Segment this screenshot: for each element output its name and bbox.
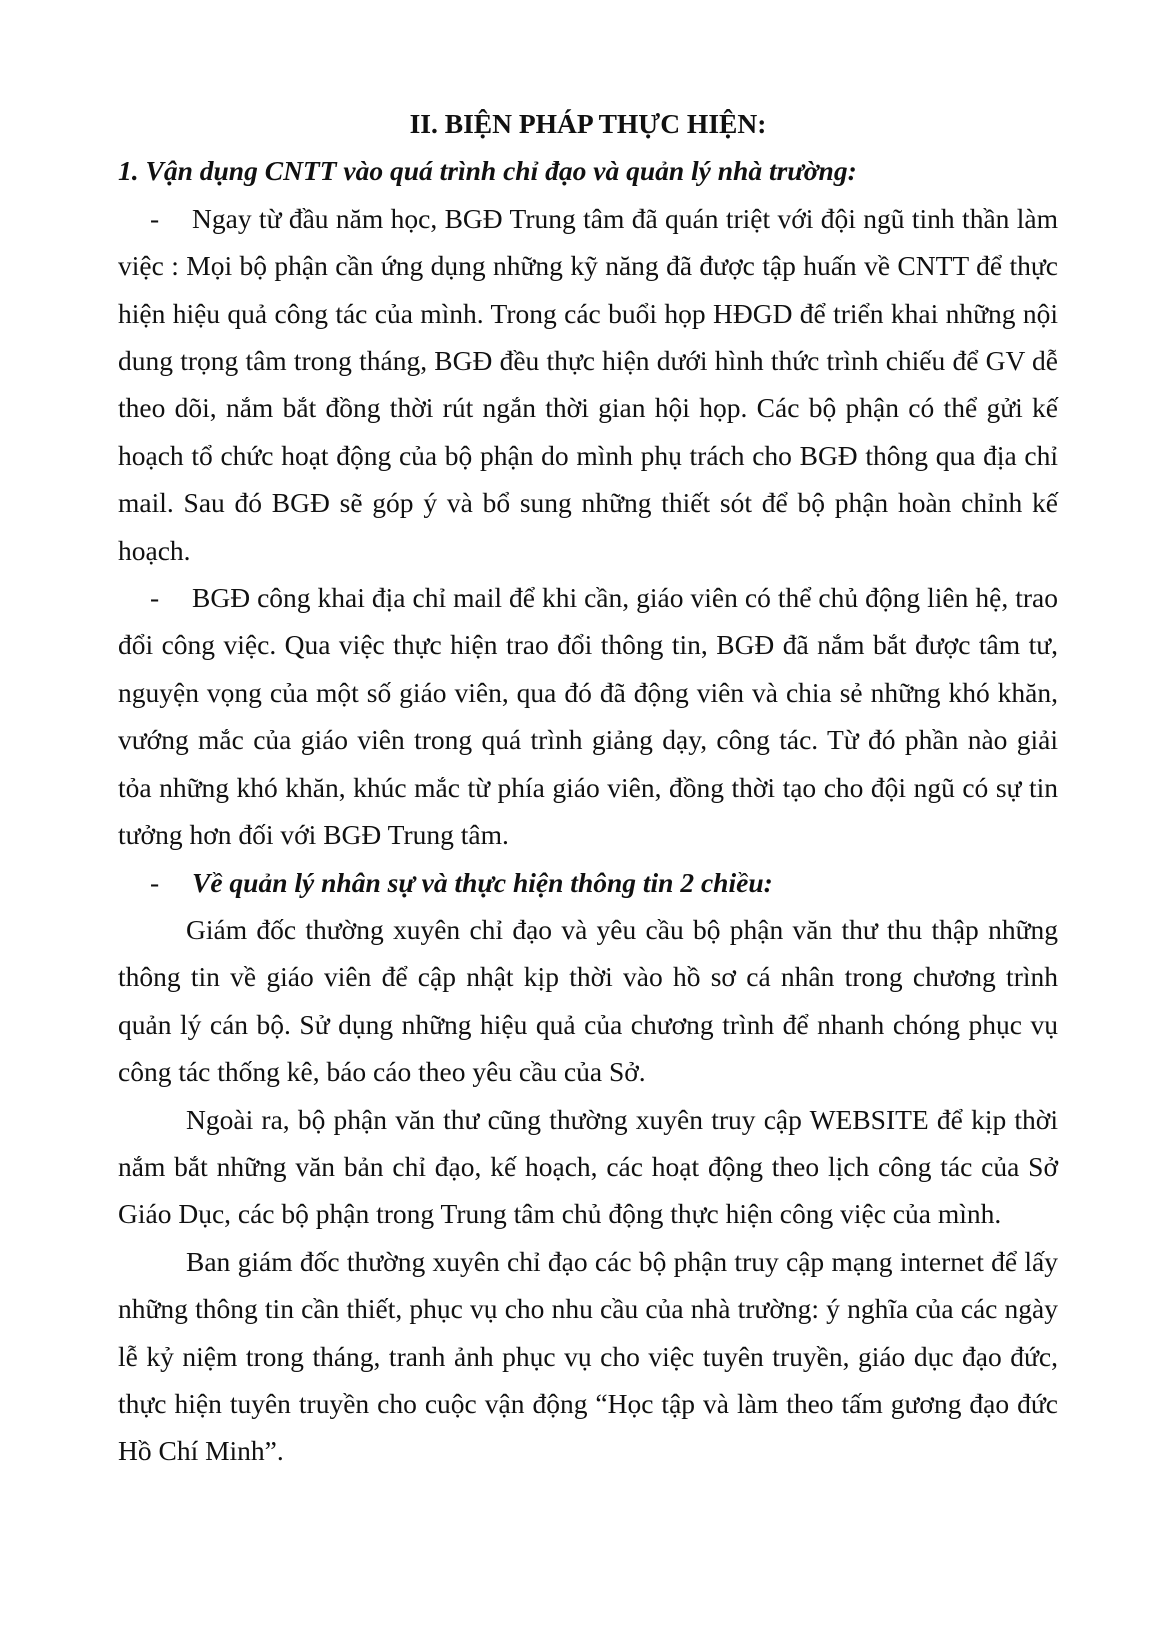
bullet-text-3: Về quản lý nhân sự và thực hiện thông tin 2 chiều: [192,866,773,898]
document-body [118,100,1058,1475]
body-paragraph-1: Giám đốc thường xuyên chỉ đạo và yêu cầu bộ phận văn thư thu thập những thông tin về giáo viên để cập nhật kịp thời vào hồ sơ cá nhân trong chương trình quản lý cán bộ. Sử dụng những hiệu quả của chương trình để nhanh chóng phục vụ công tác thống kê, báo cáo theo yêu cầu của Sở. [118,913,1058,1088]
section-heading: II. BIỆN PHÁP THỰC HIỆN: [409,108,767,139]
bullet-paragraph-2 [118,574,1058,858]
body-paragraph-3: Ban giám đốc thường xuyên chỉ đạo các bộ phận truy cập mạng internet để lấy những thông tin cần thiết, phục vụ cho nhu cầu của nhà trường: ý nghĩa của các ngày lễ kỷ niệm trong tháng, tranh ảnh phục vụ cho việc tuyên truyền, giáo dục đạo đức, thực hiện tuyên truyền cho cuộc vận động “Học tập và làm theo tấm gương đạo đức Hồ Chí Minh”. [118,1245,1058,1467]
bullet-text-1: Ngay từ đầu năm học, BGĐ Trung tâm đã quán triệt với đội ngũ tinh thần làm việc : Mọi bộ phận cần ứng dụng những kỹ năng đã được tập huấn về CNTT để thực hiện hiệu quả công tác của mình. Trong các buổi họp HĐGD để triển khai những nội dung trọng tâm trong tháng, BGĐ đều thực hiện dưới hình thức trình chiếu để GV dễ theo dõi, nắm bắt đồng thời rút ngắn thời gian hội họp. Các bộ phận có thể gửi kế hoạch tổ chức hoạt động của bộ phận do mình phụ trách cho BGĐ thông qua địa chỉ mail. Sau đó BGĐ sẽ góp ý và bổ sung những thiết sót để bộ phận hoàn chỉnh kế hoạch. [118,202,1058,566]
subsection-heading: 1. Vận dụng CNTT vào quá trình chỉ đạo và quản lý nhà trường: [118,155,857,187]
bullet-dash: - [150,582,160,614]
bullet-dash: - [150,866,160,898]
bullet-paragraph-3 [118,859,1058,906]
bullet-text-2: BGĐ công khai địa chỉ mail để khi cần, giáo viên có thể chủ động liên hệ, trao đổi công việc. Qua việc thực hiện trao đổi thông tin, BGĐ đã nắm bắt được tâm tư, nguyện vọng của một số giáo viên, qua đó đã động viên và chia sẻ những khó khăn, vướng mắc của giáo viên trong quá trình giảng dạy, công tác. Từ đó phần nào giải tỏa những khó khăn, khúc mắc từ phía giáo viên, đồng thời tạo cho đội ngũ có sự tin tưởng hơn đối với BGĐ Trung tâm. [118,582,1058,851]
bullet-dash: - [150,202,160,234]
bullet-paragraph-1 [118,195,1058,574]
body-paragraph-2: Ngoài ra, bộ phận văn thư cũng thường xuyên truy cập WEBSITE để kịp thời nắm bắt những văn bản chỉ đạo, kế hoạch, các hoạt động theo lịch công tác của Sở Giáo Dục, các bộ phận trong Trung tâm chủ động thực hiện công việc của mình. [118,1103,1058,1230]
